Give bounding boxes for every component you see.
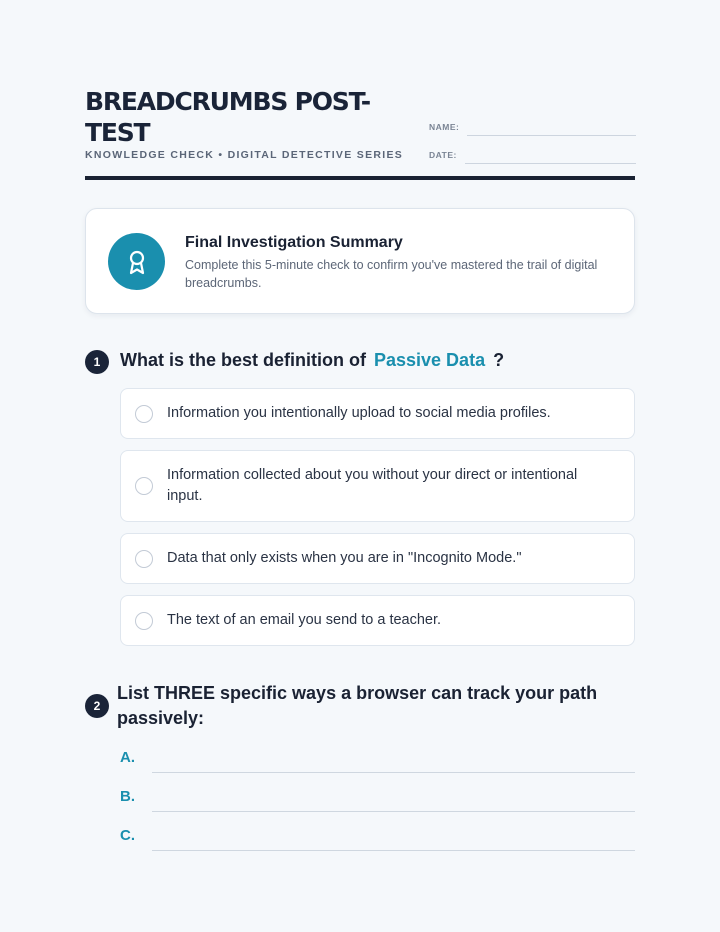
question-1-highlight: Passive Data <box>374 350 486 370</box>
option-c[interactable] <box>120 533 635 584</box>
radio-button[interactable] <box>135 405 153 423</box>
option-c-text: Data that only exists when you are in "Incognito Mode." <box>167 550 522 566</box>
question-1-suffix: ? <box>493 350 505 370</box>
award-ribbon-icon <box>108 233 165 290</box>
date-line[interactable] <box>465 163 636 164</box>
answer-letter-b: B. <box>120 788 135 805</box>
option-b-text: Information collected about you without your direct or intentional input. <box>167 467 578 504</box>
name-line[interactable] <box>467 135 636 136</box>
answer-input-c[interactable] <box>152 821 635 850</box>
radio-button[interactable] <box>135 550 153 568</box>
answer-line-b <box>152 811 635 812</box>
option-d-text: The text of an email you send to a teacher. <box>167 612 442 628</box>
page-title: BREADCRUMBS POST-TEST <box>85 87 370 147</box>
option-a-text: Information you intentionally upload to social media profiles. <box>167 405 551 421</box>
summary-title: Final Investigation Summary <box>185 234 403 251</box>
page-subtitle: KNOWLEDGE CHECK • DIGITAL DETECTIVE SERIES <box>85 149 404 161</box>
name-field[interactable] <box>429 122 636 132</box>
summary-card <box>85 208 635 314</box>
answer-input-a[interactable] <box>152 743 635 772</box>
option-d[interactable] <box>120 595 635 646</box>
answer-row-b <box>120 782 635 812</box>
radio-button[interactable] <box>135 612 153 630</box>
question-1-number: 1 <box>85 350 109 374</box>
answer-input-b[interactable] <box>152 782 635 811</box>
option-a[interactable] <box>120 388 635 439</box>
answer-row-a <box>120 743 635 773</box>
answer-line-c <box>152 850 635 851</box>
radio-button[interactable] <box>135 477 153 495</box>
date-field[interactable] <box>429 150 636 160</box>
answer-letter-c: C. <box>120 827 135 844</box>
question-1-prefix: What is the best definition of <box>120 350 366 370</box>
answer-line-a <box>152 772 635 773</box>
date-label: DATE: <box>429 150 457 160</box>
summary-text: Complete this 5-minute check to confirm you've mastered the trail of digital breadcrumbs. <box>185 258 598 290</box>
question-1-text <box>120 350 504 371</box>
question-2-text: List THREE specific ways a browser can track your path passively: <box>117 683 598 728</box>
answer-letter-a: A. <box>120 749 135 766</box>
name-label: NAME: <box>429 122 460 132</box>
question-2-number: 2 <box>85 694 109 718</box>
option-b[interactable] <box>120 450 635 522</box>
answer-row-c <box>120 821 635 851</box>
header-divider <box>85 176 635 180</box>
header <box>85 86 635 178</box>
